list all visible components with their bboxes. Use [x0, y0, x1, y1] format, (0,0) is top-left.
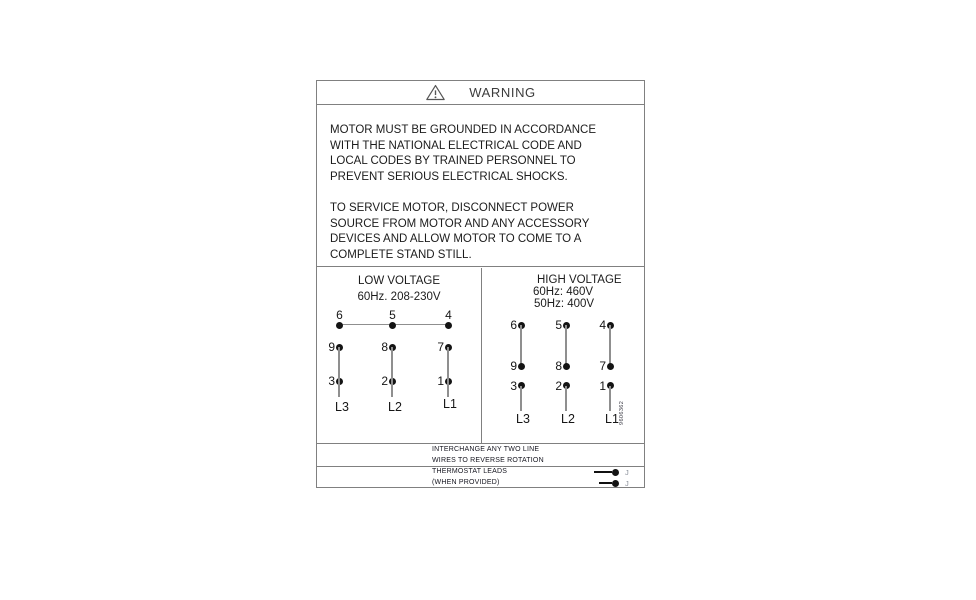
text-line: TO SERVICE MOTOR, DISCONNECT POWER	[330, 202, 574, 214]
rotation-note-row	[317, 443, 644, 466]
thermostat-lead	[599, 479, 634, 487]
high-voltage-subtitle-50hz: 50Hz: 400V	[534, 298, 595, 310]
terminal-label: 2	[381, 374, 388, 388]
terminal-label: 5	[389, 308, 396, 322]
line-label: L1	[443, 397, 457, 411]
terminal-dot	[336, 322, 343, 329]
low-voltage-subtitle: 60Hz. 208-230V	[357, 291, 441, 303]
lead-label: J	[625, 468, 629, 477]
lead-terminal-dot	[612, 480, 619, 487]
winding-connector-line	[565, 325, 566, 366]
warning-title: WARNING	[469, 85, 536, 100]
thermostat-note-line: (WHEN PROVIDED)	[432, 479, 500, 486]
terminal-label: 6	[510, 318, 517, 332]
terminal-label: 4	[599, 318, 606, 332]
terminal-label: 3	[328, 374, 335, 388]
line-lead-connector	[609, 386, 610, 411]
thermostat-note-line: THERMOSTAT LEADS	[432, 468, 508, 475]
text-line: MOTOR MUST BE GROUNDED IN ACCORDANCE	[330, 124, 597, 136]
lead-wire-line	[594, 471, 612, 473]
service-warning-paragraph	[330, 201, 644, 263]
line-lead-connector	[520, 386, 521, 411]
terminal-label: 2	[555, 379, 562, 393]
low-voltage-section	[317, 268, 482, 443]
motor-warning-label	[316, 80, 645, 488]
rotation-note-line: INTERCHANGE ANY TWO LINE	[432, 446, 540, 453]
terminal-dot	[518, 363, 525, 370]
terminal-label: 7	[437, 340, 444, 354]
line-lead-connector	[565, 386, 566, 411]
terminal-label: 9	[328, 340, 335, 354]
terminal-label: 6	[336, 308, 343, 322]
text-line: SOURCE FROM MOTOR AND ANY ACCESSORY	[330, 217, 590, 230]
terminal-dot	[389, 322, 396, 329]
high-voltage-title: HIGH VOLTAGE	[537, 274, 622, 286]
terminal-label: 7	[599, 359, 606, 373]
terminal-label: 3	[510, 379, 517, 393]
text-line: LOCAL CODES BY TRAINED PERSONNEL TO	[330, 155, 576, 167]
line-label: L2	[561, 412, 575, 426]
terminal-label: 4	[445, 308, 452, 322]
warning-text-block	[317, 105, 644, 267]
text-line: PREVENT SERIOUS ELECTRICAL SHOCKS.	[330, 170, 568, 183]
terminal-label: 1	[437, 374, 444, 388]
low-voltage-title: LOW VOLTAGE	[357, 275, 440, 287]
terminal-label: 5	[555, 318, 562, 332]
warning-header	[317, 81, 644, 105]
text-line: COMPLETE STAND STILL.	[330, 248, 472, 261]
part-number: 9606362	[619, 400, 625, 425]
winding-connector-line	[391, 347, 392, 397]
terminal-dot	[607, 363, 614, 370]
line-label: L3	[335, 400, 349, 414]
terminal-dot	[445, 322, 452, 329]
line-label: L2	[388, 400, 402, 414]
wiring-diagrams	[317, 268, 644, 443]
lead-wire-line	[599, 482, 612, 484]
terminal-label: 8	[381, 340, 388, 354]
line-label: L3	[516, 412, 530, 426]
terminal-label: 8	[555, 359, 562, 373]
winding-connector-line	[447, 347, 448, 397]
line-label: L1	[605, 412, 619, 426]
high-voltage-subtitle-60hz: 60Hz: 460V	[533, 286, 594, 298]
thermostat-note-row	[317, 466, 644, 488]
rotation-note-line: WIRES TO REVERSE ROTATION	[432, 457, 544, 464]
terminal-label: 9	[510, 359, 517, 373]
terminal-dot	[563, 363, 570, 370]
text-line: DEVICES AND ALLOW MOTOR TO COME TO A	[330, 233, 582, 245]
high-voltage-section	[482, 268, 644, 443]
warning-triangle-icon	[425, 84, 446, 101]
winding-connector-line	[338, 347, 339, 397]
lead-terminal-dot	[612, 469, 619, 476]
lead-label: J	[625, 479, 629, 488]
winding-connector-line	[609, 325, 610, 366]
winding-connector-line	[520, 325, 521, 366]
terminal-label: 1	[599, 379, 606, 393]
thermostat-lead	[594, 468, 634, 476]
grounding-warning-paragraph	[330, 123, 644, 185]
text-line: WITH THE NATIONAL ELECTRICAL CODE AND	[330, 139, 582, 152]
